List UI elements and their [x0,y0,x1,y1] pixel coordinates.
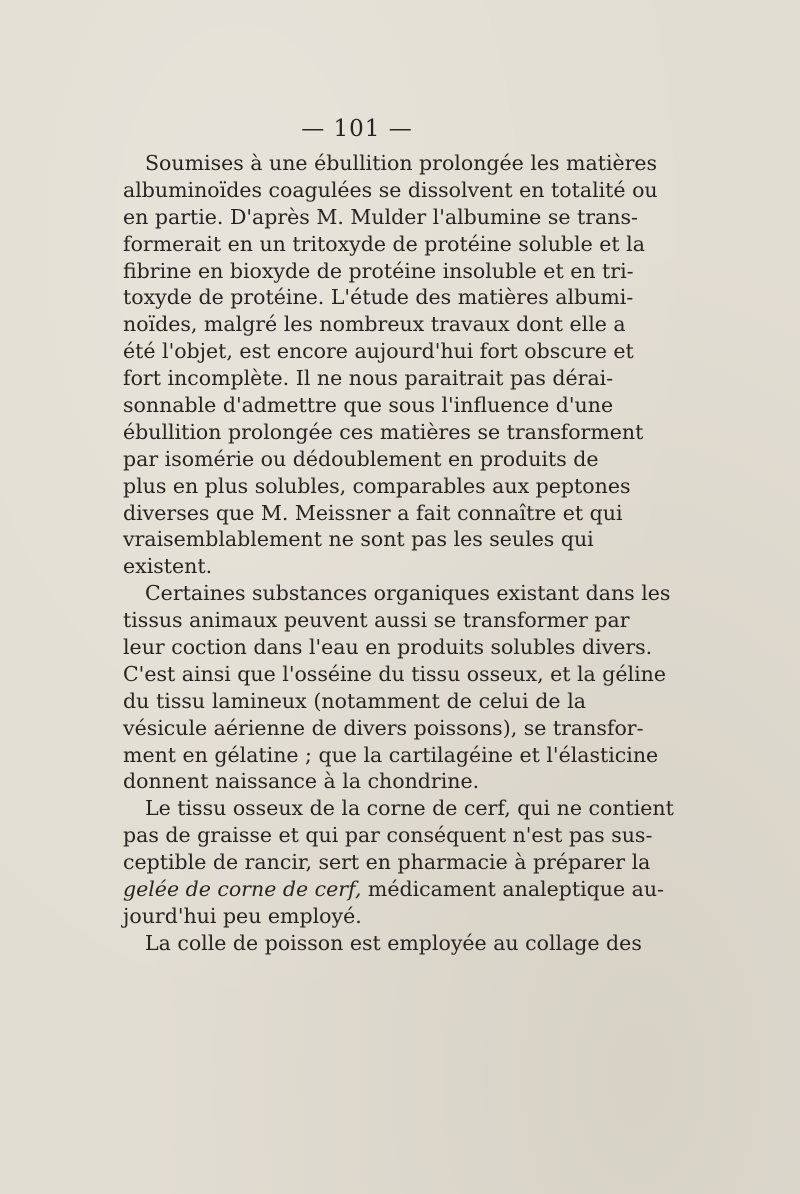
text-line: jourd'hui peu employé. [123,903,362,928]
text-line: existent. [123,554,213,579]
paragraph-4 [123,930,642,957]
text-fragment: médicament analeptique au- [361,877,664,902]
text-line: tissus animaux peuvent aussi se transformer par [123,608,630,633]
text-line: sonnable d'admettre que sous l'influence d'une [123,393,614,418]
page-number: — 101 — [301,116,413,142]
text-line: fort incomplète. Il ne nous paraitrait pas dérai- [123,366,614,391]
text-line: leur coction dans l'eau en produits solubles divers. [123,635,653,660]
text-line: noïdes, malgré les nombreux travaux dont elle a [123,312,626,337]
text-line: La colle de poisson est employée au collage des [145,930,642,955]
text-line: ébullition prolongée ces matières se transforment [123,419,644,444]
text-line: fibrine en bioxyde de protéine insoluble et en tri- [123,258,634,283]
text-line-with-italic [123,876,664,903]
text-line: donnent naissance à la chondrine. [123,769,480,794]
text-line: pas de graisse et qui par conséquent n'est pas sus- [123,823,653,848]
text-line: C'est ainsi que l'osséine du tissu osseux, et la géline [123,661,666,686]
paragraph-3 [123,795,674,929]
italic-title: gelée de corne de cerf, [123,877,362,902]
text-line: vraisemblablement ne sont pas les seules qui [123,527,594,552]
text-line: en partie. D'après M. Mulder l'albumine se trans- [123,204,638,229]
text-line: toxyde de protéine. L'étude des matières albumi- [123,285,634,310]
text-line: ment en gélatine ; que la cartilagéine et l'élasticine [123,742,659,767]
text-line: diverses que M. Meissner a fait connaître et qui [123,500,623,525]
text-line: Soumises à une ébullition prolongée les matières [145,151,658,175]
text-line: par isomérie ou dédoublement en produits de [123,446,599,471]
text-line: vésicule aérienne de divers poissons), se transfor- [123,715,644,740]
paragraph-1 [123,150,658,580]
text-line: du tissu lamineux (notamment de celui de la [123,688,586,713]
text-line: plus en plus solubles, comparables aux peptones [123,473,631,498]
text-line: formerait en un tritoxyde de protéine soluble et la [123,231,645,256]
text-line: ceptible de rancir, sert en pharmacie à préparer la [123,850,651,875]
text-line: Le tissu osseux de la corne de cerf, qui ne contient [145,796,674,821]
paragraph-2 [123,580,671,795]
text-line: été l'objet, est encore aujourd'hui fort obscure et [123,339,634,364]
text-line: albuminoïdes coagulées se dissolvent en totalité ou [123,177,658,202]
text-line: Certaines substances organiques existant dans les [145,581,671,606]
body-text [123,150,674,957]
